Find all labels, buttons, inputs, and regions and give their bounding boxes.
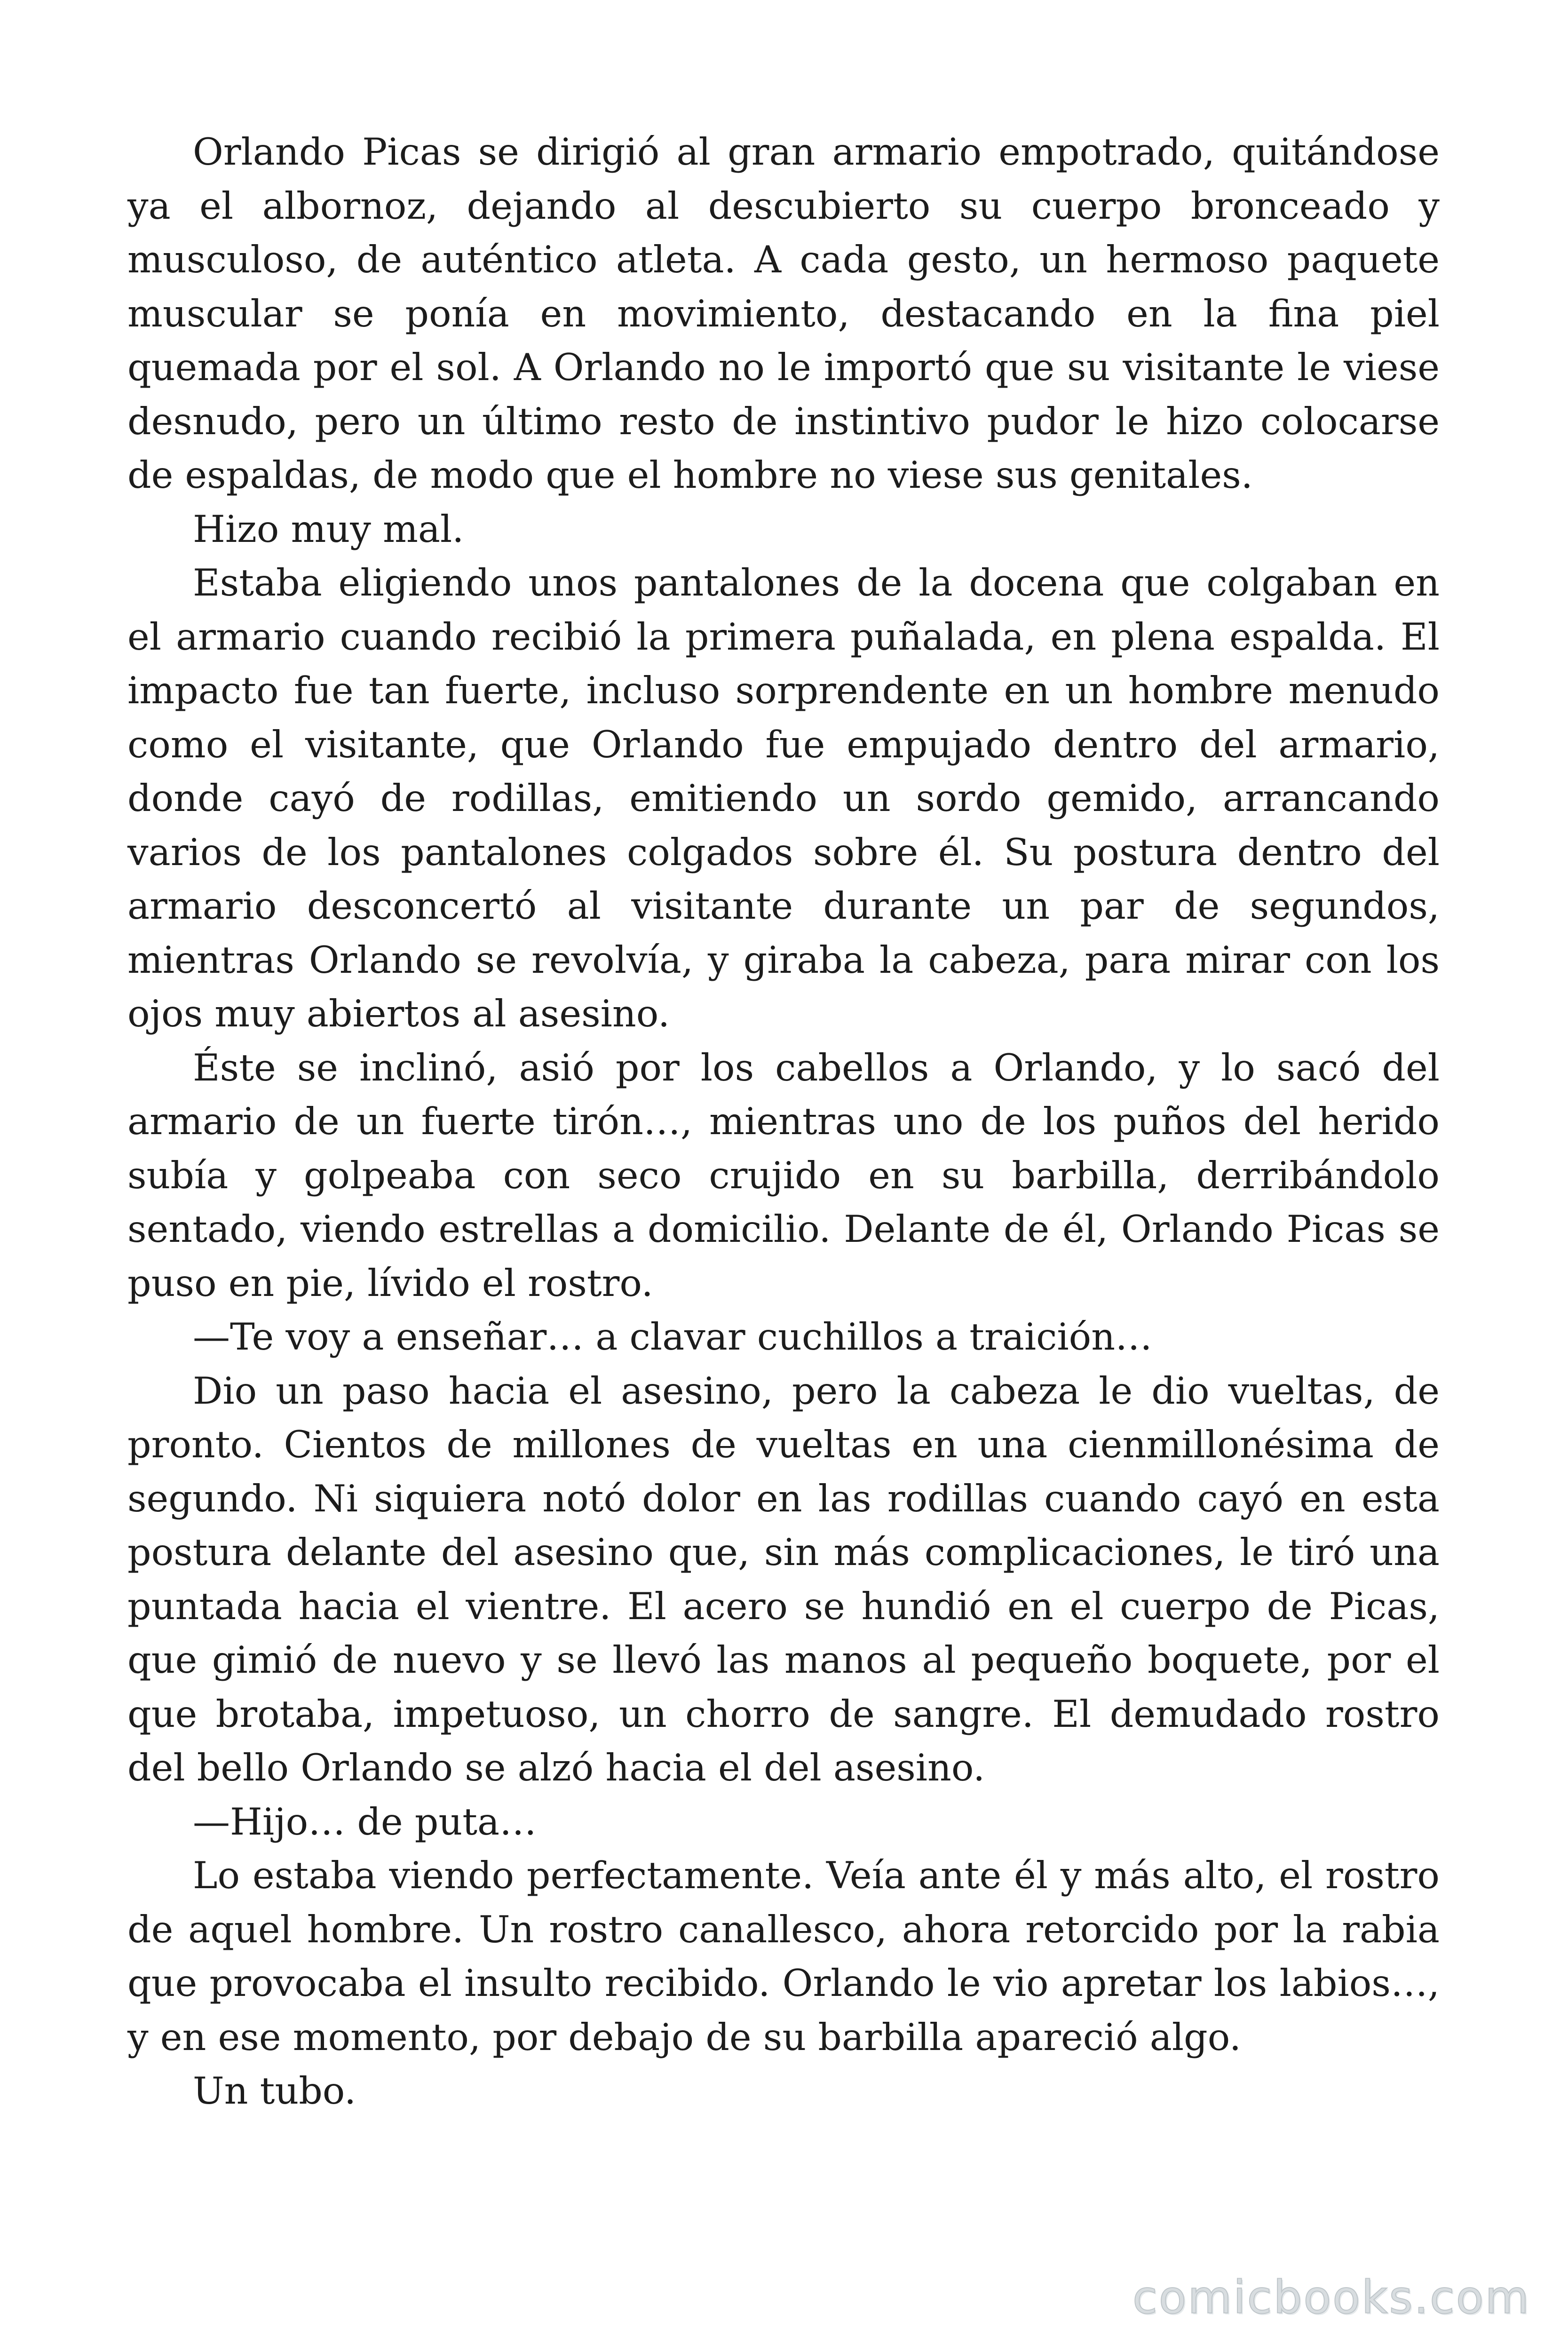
dialogue-line: —Te voy a enseñar… a clavar cuchillos a traición… bbox=[193, 1315, 1153, 1359]
paragraph: Hizo muy mal. bbox=[193, 507, 464, 551]
paragraph: Dio un paso hacia el asesino, pero la cabeza le dio vueltas, de pronto. Cientos de millones de vueltas en una cienmillonésima de segundo. Ni siquiera notó dolor en las rodillas cuando cayó en esta postura delante del asesino que, sin más complicaciones, le tiró una puntada hacia el vientre. El acero se hundió en el cuerpo de Picas, que gimió de nuevo y se llevó las manos al pequeño boquete, por el que brotaba, impetuoso, un chorro de sangre. El demudado rostro del bello Orlando se alzó hacia el del asesino. bbox=[127, 1369, 1440, 1789]
paragraph: Éste se inclinó, asió por los cabellos a Orlando, y lo sacó del armario de un fuerte tirón…, mientras uno de los puños del herido subía y golpeaba con seco crujido en su barbilla, derribándolo sentado, viendo estrellas a domicilio. Delante de él, Orlando Picas se puso en pie, lívido el rostro. bbox=[127, 1046, 1440, 1305]
dialogue-line: —Hijo… de puta… bbox=[193, 1800, 537, 1843]
paragraph: Orlando Picas se dirigió al gran armario empotrado, quitándose ya el albornoz, dejando al descubierto su cuerpo bronceado y musculoso, de auténtico atleta. A cada gesto, un hermoso paquete muscular se ponía en movimiento, destacando en la fina piel quemada por el sol. A Orlando no le importó que su visitante le viese desnudo, pero un último resto de instintivo pudor le hizo colocarse de espaldas, de modo que el hombre no viese sus genitales. bbox=[127, 130, 1440, 497]
page-body bbox=[127, 125, 1440, 2118]
paragraph: Lo estaba viendo perfectamente. Veía ante él y más alto, el rostro de aquel hombre. Un rostro canallesco, ahora retorcido por la rabia que provocaba el insulto recibido. Orlando le vio apretar los labios…, y en ese momento, por debajo de su barbilla apareció algo. bbox=[127, 1854, 1440, 2059]
paragraph: Un tubo. bbox=[193, 2069, 356, 2113]
paragraph: Estaba eligiendo unos pantalones de la docena que colgaban en el armario cuando recibió la primera puñalada, en plena espalda. El impacto fue tan fuerte, incluso sorprendente en un hombre menudo como el visitante, que Orlando fue empujado dentro del armario, donde cayó de rodillas, emitiendo un sordo gemido, arrancando varios de los pantalones colgados sobre él. Su postura dentro del armario desconcertó al visitante durante un par de segundos, mientras Orlando se revolvía, y giraba la cabeza, para mirar con los ojos muy abiertos al asesino. bbox=[127, 561, 1440, 1035]
watermark: comicbooks.com bbox=[1132, 2271, 1530, 2324]
